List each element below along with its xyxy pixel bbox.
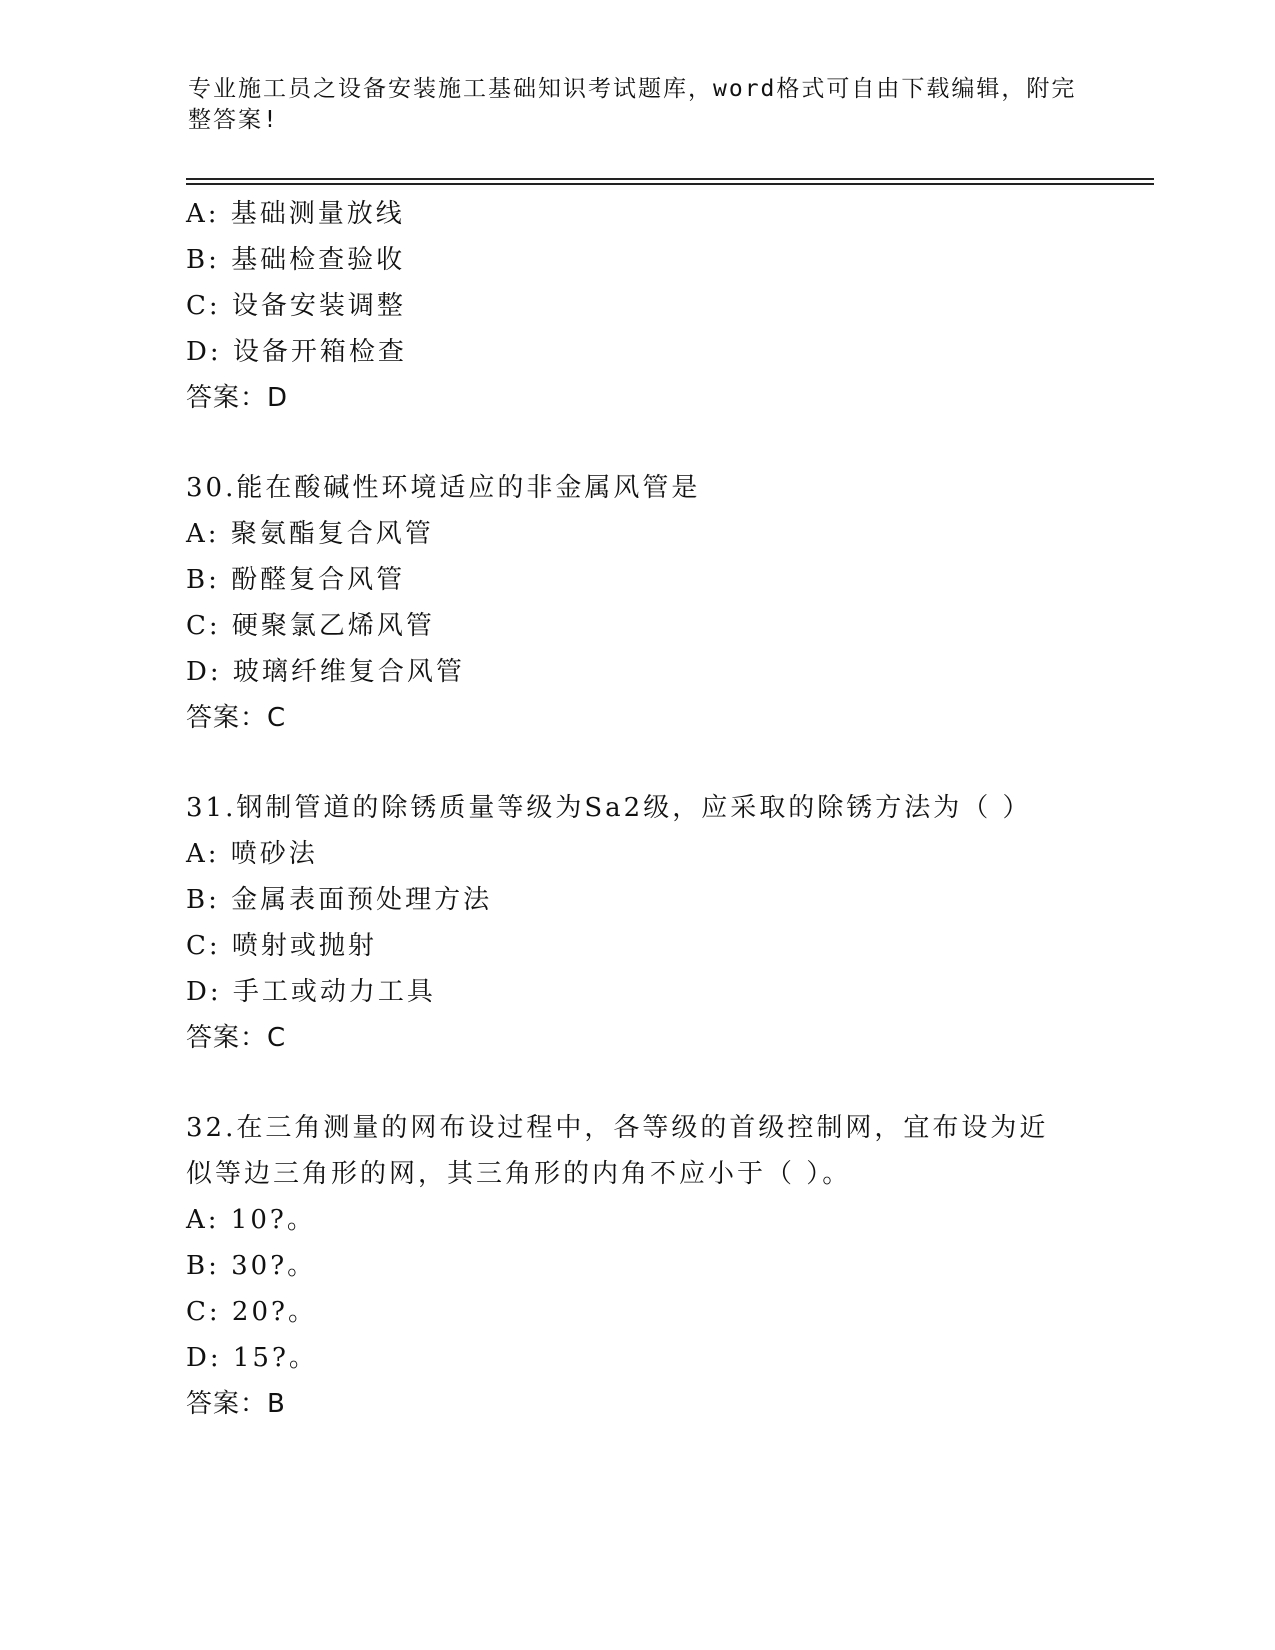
answer-line: 答案：B — [186, 1389, 286, 1419]
option-a: A: 10?。 — [186, 1205, 316, 1235]
option-b: B: 基础检查验收 — [186, 245, 406, 275]
answer-line: 答案：C — [186, 1023, 287, 1053]
option-a: A: 聚氨酯复合风管 — [186, 519, 434, 549]
question-block-31 — [186, 785, 1146, 1061]
question-text: 32.在三角测量的网布设过程中，各等级的首级控制网，宜布设为近似等边三角形的网，其三角形的内角不应小于（ ）。 — [186, 1113, 1049, 1189]
header-divider-top — [186, 178, 1154, 180]
spacer — [186, 741, 1146, 785]
option-c: C: 喷射或抛射 — [186, 931, 377, 961]
option-d: D: 玻璃纤维复合风管 — [186, 657, 465, 687]
spacer — [186, 1061, 1146, 1105]
option-d: D: 15?。 — [186, 1343, 318, 1373]
option-a: A: 喷砂法 — [186, 839, 318, 869]
question-text: 30.能在酸碱性环境适应的非金属风管是 — [186, 473, 701, 503]
question-block-29 — [186, 191, 1146, 421]
document-header: 专业施工员之设备安装施工基础知识考试题库，word格式可自由下载编辑，附完整答案! — [188, 76, 1077, 133]
question-block-32 — [186, 1105, 1146, 1427]
question-block-30 — [186, 465, 1146, 741]
header-divider-bottom — [186, 183, 1154, 185]
option-d: D: 手工或动力工具 — [186, 977, 436, 1007]
option-c: C: 设备安装调整 — [186, 291, 406, 321]
option-c: C: 20?。 — [186, 1297, 317, 1327]
answer-line: 答案：D — [186, 383, 289, 413]
spacer — [186, 421, 1146, 465]
question-list — [186, 191, 1146, 1427]
option-c: C: 硬聚氯乙烯风管 — [186, 611, 435, 641]
option-a: A: 基础测量放线 — [186, 199, 405, 229]
question-text: 31.钢制管道的除锈质量等级为Sa2级，应采取的除锈方法为（ ） — [186, 793, 1032, 823]
option-b: B: 酚醛复合风管 — [186, 565, 406, 595]
option-d: D: 设备开箱检查 — [186, 337, 407, 367]
option-b: B: 金属表面预处理方法 — [186, 885, 493, 915]
answer-line: 答案：C — [186, 703, 287, 733]
option-b: B: 30?。 — [186, 1251, 317, 1281]
